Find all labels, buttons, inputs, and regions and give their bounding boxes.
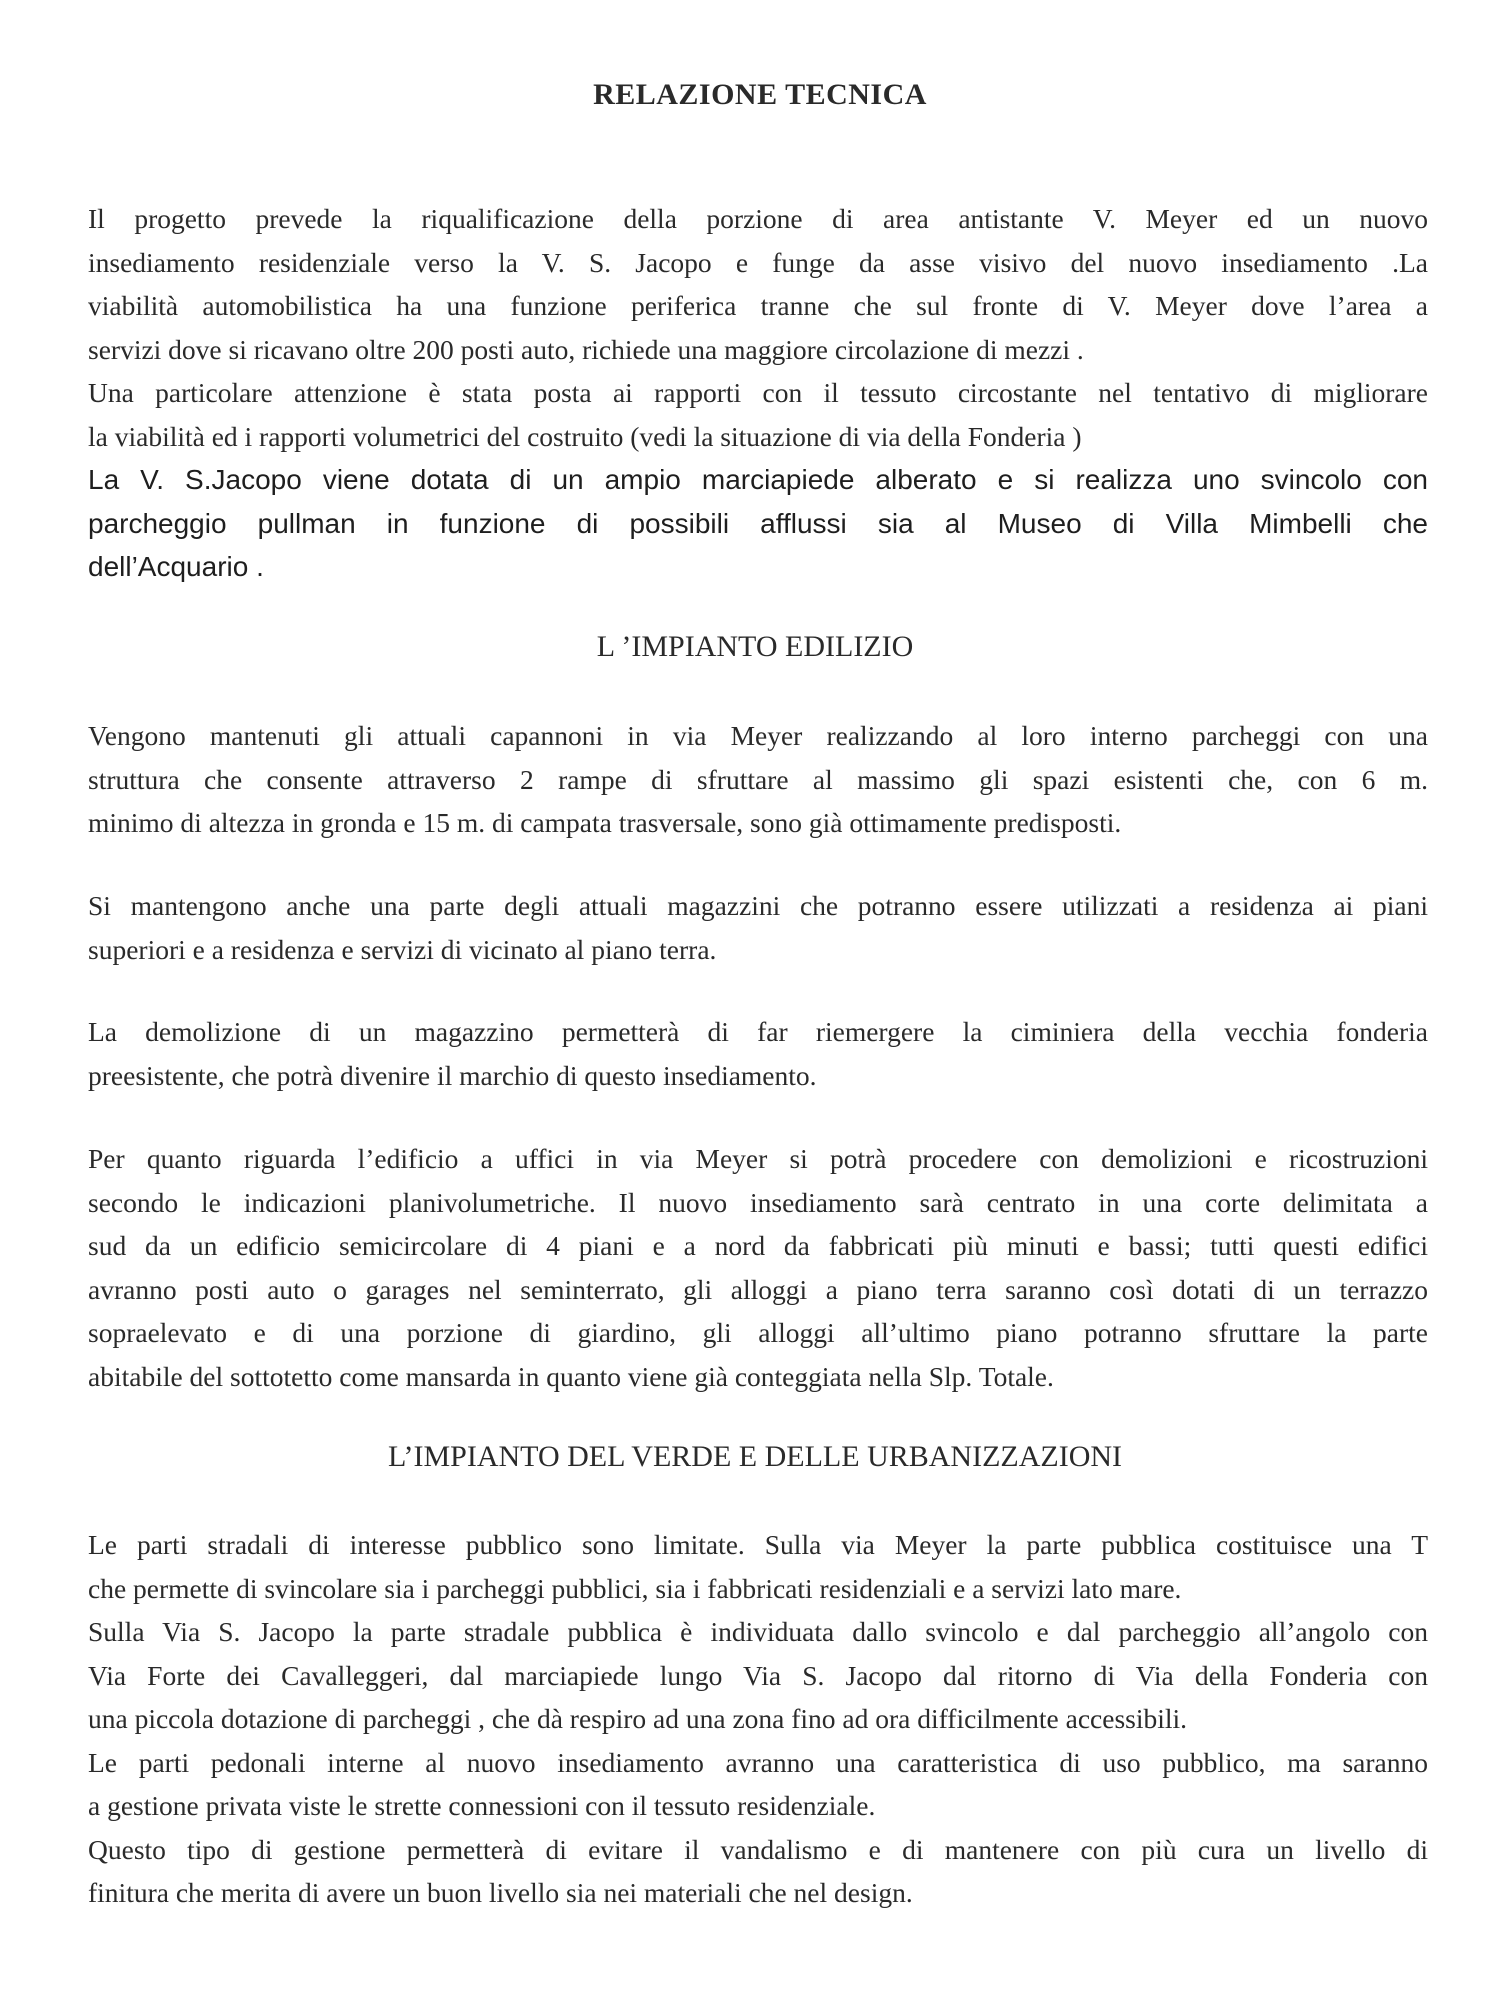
text-line: Per quanto riguarda l’edificio a uffici in via Meyer si potrà procedere con demolizioni e ricostruzioni (88, 1143, 1428, 1174)
text-line: servizi dove si ricavano oltre 200 posti auto, richiede una maggiore circolazione di mezzi . (88, 333, 1084, 365)
text-line: preesistente, che potrà divenire il marchio di questo insediamento. (88, 1059, 817, 1091)
text-line: Sulla Via S. Jacopo la parte stradale pubblica è individuata dallo svincolo e dal parcheggio all’angolo con (88, 1616, 1428, 1647)
document-title: RELAZIONE TECNICA (593, 78, 927, 111)
text-line: Questo tipo di gestione permetterà di evitare il vandalismo e di mantenere con più cura un livello di (88, 1833, 1428, 1865)
text-line: Via Forte dei Cavalleggeri, dal marciapiede lungo Via S. Jacopo dal ritorno di Via della Fonderia con (88, 1659, 1428, 1691)
text-line: Vengono mantenuti gli attuali capannoni in via Meyer realizzando al loro interno parcheggi con una (88, 720, 1428, 751)
text-line: Una particolare attenzione è stata posta ai rapporti con il tessuto circostante nel tentativo di migliorare (88, 377, 1428, 408)
text-line: la viabilità ed i rapporti volumetrici del costruito (vedi la situazione di via della Fonderia ) (88, 420, 1082, 452)
intro-paragraph (88, 197, 1428, 589)
text-line: sud da un edificio semicircolare di 4 piani e a nord da fabbricati più minuti e bassi; tutti questi edifici (88, 1230, 1428, 1261)
section2-paragraph (88, 1523, 1428, 1915)
section-heading-impianto-edilizio: L ’IMPIANTO EDILIZIO (596, 630, 914, 663)
text-line: La V. S.Jacopo viene dotata di un ampio marciapiede alberato e si realizza uno svincolo con (88, 464, 1428, 495)
text-line: viabilità automobilistica ha una funzione periferica tranne che sul fronte di V. Meyer dove l’area a (88, 290, 1428, 321)
text-line: secondo le indicazioni planivolumetriche. Il nuovo insediamento sarà centrato in una corte delimitata a (88, 1186, 1428, 1218)
text-line: struttura che consente attraverso 2 rampe di sfruttare al massimo gli spazi esistenti che, con 6 m. (88, 763, 1428, 795)
text-line: insediamento residenziale verso la V. S. Jacopo e funge da asse visivo del nuovo insediamento .La (88, 246, 1428, 278)
section-heading-verde-urbanizzazioni: L’IMPIANTO DEL VERDE E DELLE URBANIZZAZIONI (387, 1440, 1123, 1473)
text-line: sopraelevato e di una porzione di giardino, gli alloggi all’ultimo piano potranno sfruttare la parte (88, 1317, 1428, 1348)
section1-paragraph-3 (88, 1010, 1428, 1097)
text-line: abitabile del sottotetto come mansarda in quanto viene già conteggiata nella Slp. Totale. (88, 1360, 1054, 1392)
text-line: Si mantengono anche una parte degli attuali magazzini che potranno essere utilizzati a residenza ai piani (88, 890, 1428, 921)
text-line: Le parti stradali di interesse pubblico sono limitate. Sulla via Meyer la parte pubblica costituisce una T (88, 1529, 1428, 1560)
section1-paragraph-2 (88, 884, 1428, 971)
text-line: dell’Acquario . (88, 551, 264, 582)
section1-paragraph-1 (88, 714, 1428, 845)
text-line: La demolizione di un magazzino permetterà di far riemergere la ciminiera della vecchia fonderia (88, 1016, 1428, 1047)
text-line: una piccola dotazione di parcheggi , che dà respiro ad una zona fino ad ora difficilmente accessibili. (88, 1703, 1188, 1734)
text-line: superiori e a residenza e servizi di vicinato al piano terra. (88, 933, 717, 965)
text-line: a gestione privata viste le strette connessioni con il tessuto residenziale. (88, 1790, 876, 1821)
text-line: minimo di altezza in gronda e 15 m. di campata trasversale, sono già ottimamente predisposti. (88, 807, 1122, 838)
section1-paragraph-4 (88, 1137, 1428, 1398)
text-line: avranno posti auto o garages nel seminterrato, gli alloggi a piano terra saranno così dotati di un terrazzo (88, 1273, 1428, 1305)
text-line: finitura che merita di avere un buon livello sia nei materiali che nel design. (88, 1877, 913, 1908)
text-line: Il progetto prevede la riqualificazione della porzione di area antistante V. Meyer ed un nuovo (88, 203, 1428, 234)
text-line: Le parti pedonali interne al nuovo insediamento avranno una caratteristica di uso pubblico, ma saranno (88, 1746, 1428, 1778)
text-line: che permette di svincolare sia i parcheggi pubblici, sia i fabbricati residenziali e a servizi lato mare. (88, 1572, 1182, 1604)
text-line: parcheggio pullman in funzione di possibili afflussi sia al Museo di Villa Mimbelli che (88, 507, 1428, 539)
